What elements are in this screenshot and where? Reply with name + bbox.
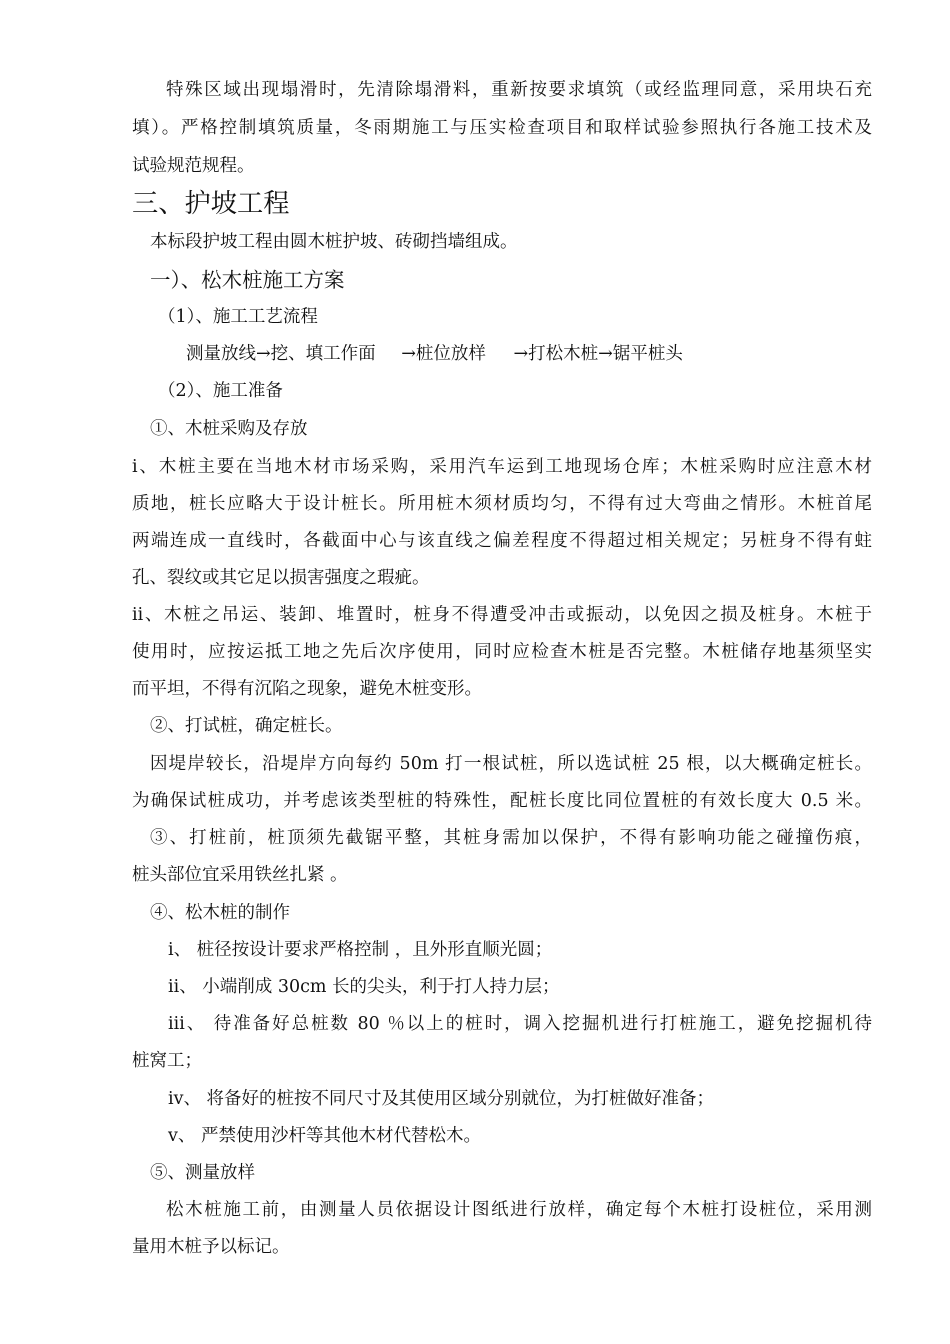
paragraph-line: 质地，桩长应略大于设计桩长。所用桩木须材质均匀，不得有过大弯曲之情形。木桩首尾: [132, 494, 872, 514]
paragraph-line: 本标段护坡工程由圆木桩护坡、砖砌挡墙组成。: [150, 232, 518, 252]
paragraph-line: 桩头部位宜采用铁丝扎紧 。: [132, 865, 348, 885]
paragraph-line: 松木桩施工前，由测量人员依据设计图纸进行放样，确定每个木桩打设桩位，采用测: [166, 1200, 872, 1220]
paragraph-line: 孔、裂纹或其它足以损害强度之瑕疵。: [132, 568, 430, 588]
paragraph-line: 使用时，应按运抵工地之先后次序使用，同时应检查木桩是否完整。木桩储存地基须坚实: [132, 642, 872, 662]
list-item: ⅰ、 桩径按设计要求严格控制 ，且外形直顺光圆；: [168, 940, 553, 960]
item-heading: ④、松木桩的制作: [150, 903, 290, 923]
flow-step: 测量放线→挖、填工作面: [186, 344, 376, 364]
list-item: ⅴ、 严禁使用沙杆等其他木材代替松木。: [168, 1126, 481, 1146]
section-heading: 三、护坡工程: [132, 189, 290, 219]
list-item: ⅳ、 将备好的桩按不同尺寸及其使用区域分别就位，为打桩做好准备；: [168, 1089, 715, 1109]
paragraph-line: ⅰ、木桩主要在当地木材市场采购，采用汽车运到工地现场仓库；木桩采购时应注意木材: [132, 457, 872, 477]
paragraph-line: 为确保试桩成功，并考虑该类型桩的特殊性，配桩长度比同位置桩的有效长度大 0.5 米。: [132, 791, 872, 811]
paragraph-line: 量用木桩予以标记。: [132, 1237, 290, 1257]
flow-step: →桩位放样: [401, 344, 486, 364]
paragraph-line: 特殊区域出现塌滑时，先清除塌滑料，重新按要求填筑（或经监理同意，采用块石充: [166, 80, 872, 100]
item-heading: （1）、施工工艺流程: [158, 307, 318, 327]
paragraph-line: 而平坦，不得有沉陷之现象，避免木桩变形。: [132, 679, 482, 699]
paragraph-line: 因堤岸较长，沿堤岸方向每约 50m 打一根试桩，所以选试桩 25 根，以大概确定桩长。: [150, 754, 872, 774]
item-heading: ⑤、测量放样: [150, 1163, 255, 1183]
paragraph-line: ⅱ、木桩之吊运、装卸、堆置时，桩身不得遭受冲击或振动，以免因之损及桩身。木桩于: [132, 605, 872, 625]
item-heading: ②、打试桩，确定桩长。: [150, 716, 343, 736]
list-item: ⅱ、 小端削成 30cm 长的尖头，利于打人持力层；: [168, 977, 560, 997]
list-item: ⅲ、 待准备好总桩数 80 ％以上的桩时，调入挖掘机进行打桩施工，避免挖掘机待: [168, 1014, 872, 1034]
item-heading: （2）、施工准备: [158, 381, 283, 401]
sub-heading: 一）、松木桩施工方案: [150, 268, 345, 292]
list-item: 桩窝工；: [132, 1051, 202, 1071]
paragraph-line: ③、打桩前，桩顶须先截锯平整，其桩身需加以保护，不得有影响功能之碰撞伤痕，: [150, 828, 872, 848]
paragraph-line: 两端连成一直线时，各截面中心与该直线之偏差程度不得超过相关规定；另桩身不得有蛀: [132, 531, 872, 551]
paragraph-line: 试验规范规程。: [132, 156, 255, 176]
process-flow: [186, 338, 926, 370]
item-heading: ①、木桩采购及存放: [150, 419, 308, 439]
paragraph-line: 填）。严格控制填筑质量，冬雨期施工与压实检查项目和取样试验参照执行各施工技术及: [132, 118, 872, 138]
flow-step: →打松木桩→锯平桩头: [513, 344, 683, 364]
